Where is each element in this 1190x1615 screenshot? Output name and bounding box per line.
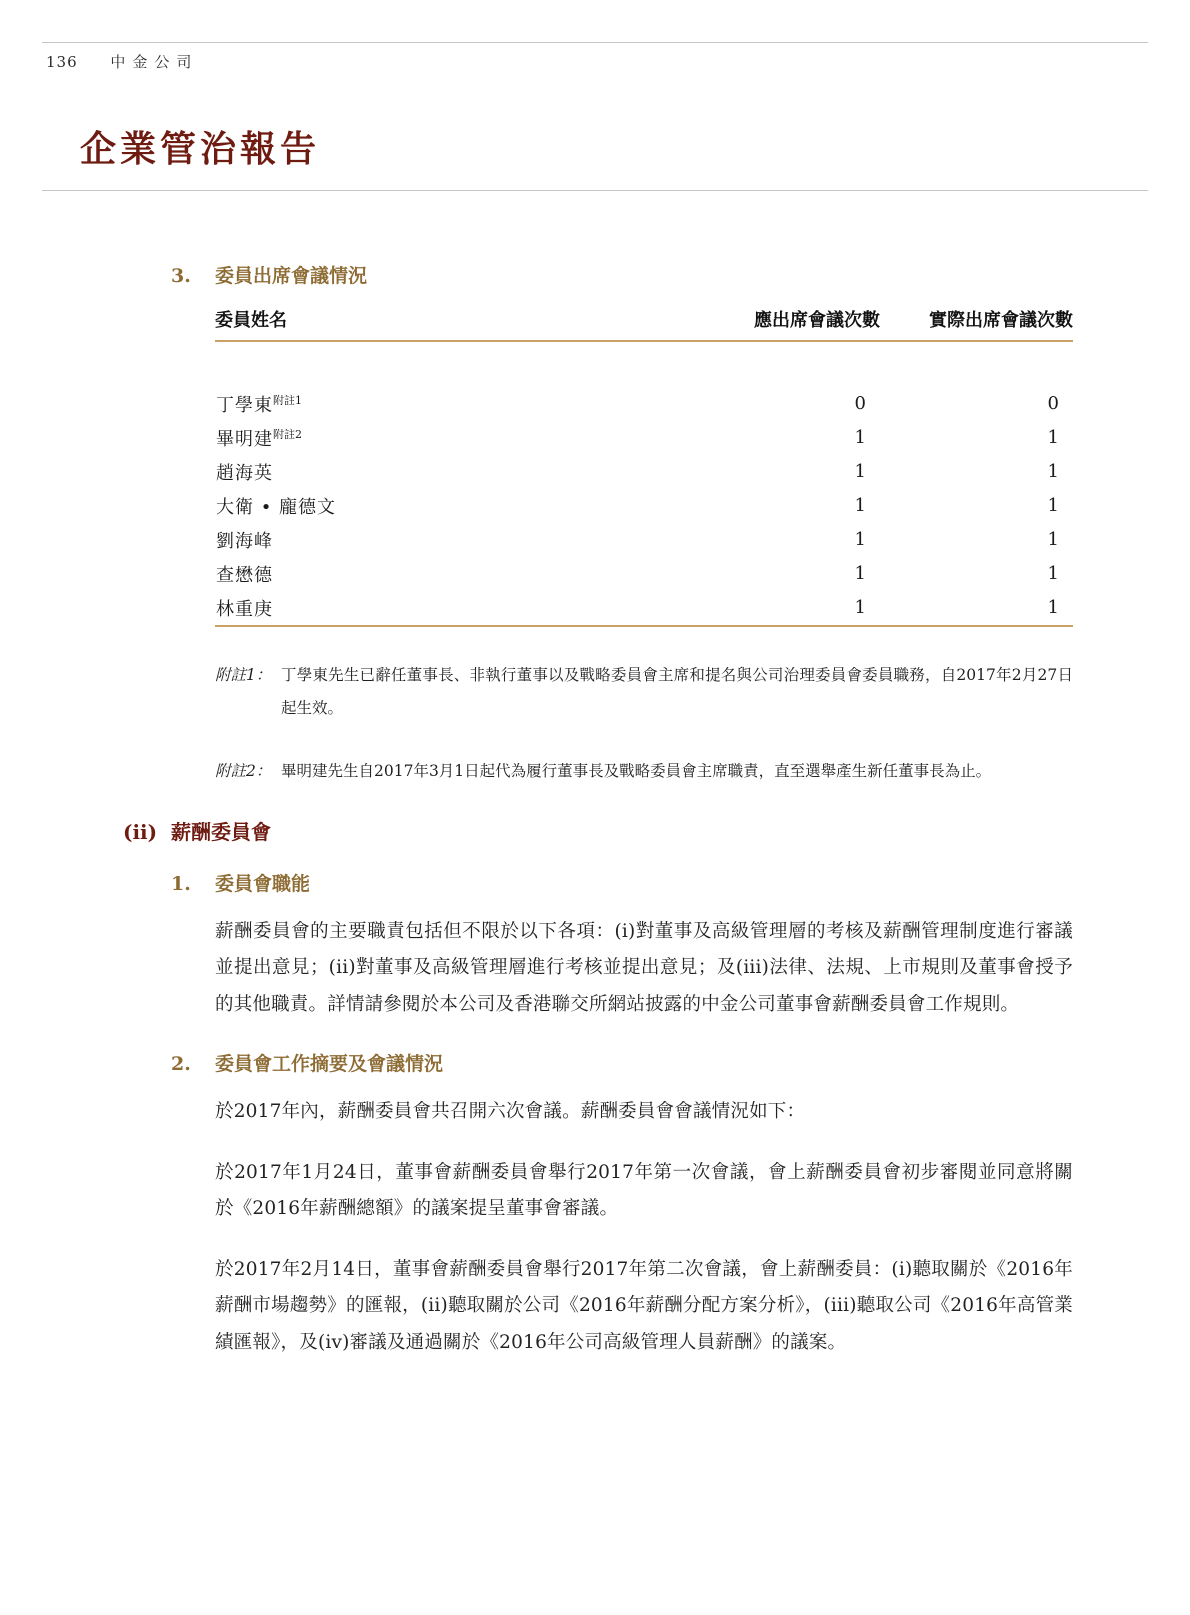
member-name: 林重庚 — [215, 591, 645, 626]
column-header-actual-attendance: 實際出席會議次數 — [880, 306, 1073, 341]
attendance-table — [215, 306, 1073, 627]
section-ii-number: (ii) — [123, 819, 158, 844]
actual-attendance-value: 1 — [880, 591, 1073, 626]
member-name: 趙海英 — [216, 462, 273, 484]
note-1-text: 丁學東先生已辭任董事長、非執行董事以及戰略委員會主席和提名與公司治理委員會委員職務，自2017年2月27日起生效。 — [281, 665, 1073, 717]
column-header-member-name: 委員姓名 — [215, 306, 645, 341]
actual-attendance-value: 1 — [1047, 427, 1059, 449]
required-attendance-value: 1 — [854, 563, 866, 585]
subsection-2-heading — [171, 1049, 1073, 1076]
note-2-label: 附註2： — [215, 761, 272, 780]
actual-attendance-value: 1 — [1047, 461, 1059, 483]
paragraph-committee-functions: 薪酬委員會的主要職責包括但不限於以下各項：(i)對董事及高級管理層的考核及薪酬管理制度進行審議並提出意見；(ii)對董事及高級管理層進行考核並提出意見；及(iii)法律、法規、上市規則及董事會授予的其他職責。詳情請參閱於本公司及香港聯交所網站披露的中金公司董事會薪酬委員會工作規則。 — [215, 920, 1073, 1015]
subsection-1-heading — [171, 869, 1073, 896]
page-number: 136 — [46, 53, 78, 71]
table-row — [215, 387, 1073, 421]
column-header-required-attendance: 應出席會議次數 — [645, 306, 880, 341]
section-ii-title: 薪酬委員會 — [171, 819, 271, 844]
note-reference: 附註1 — [273, 393, 302, 407]
company-name: 中金公司 — [110, 53, 199, 71]
table-spacer-row — [215, 341, 1073, 387]
member-name: 大衛 • 龐德文 — [216, 496, 337, 518]
member-name: 查懋德 — [216, 564, 273, 586]
member-name: 丁學東$^{附註1}$ — [216, 393, 302, 416]
section-3-title: 委員出席會議情況 — [215, 264, 368, 287]
subsection-2-title: 委員會工作摘要及會議情況 — [215, 1053, 444, 1076]
table-header-row — [215, 306, 1073, 341]
actual-attendance-value: 0 — [1047, 393, 1059, 415]
required-attendance-value: 1 — [854, 427, 866, 449]
section-ii-heading — [123, 816, 1073, 845]
actual-attendance-value: 1 — [1047, 529, 1059, 551]
required-attendance-value: 1 — [854, 529, 866, 551]
page-title: 企業管治報告 — [80, 128, 321, 170]
note-2-text: 畢明建先生自2017年3月1日起代為履行董事長及戰略委員會主席職責，直至選舉產生新任董事長為止。 — [281, 761, 992, 780]
subsection-work-summary — [171, 1049, 1073, 1361]
member-name: 劉海峰 — [216, 530, 273, 552]
subsection-1-number: 1. — [171, 872, 191, 895]
section-attendance — [171, 261, 1073, 788]
required-attendance-value: 0 — [854, 393, 866, 415]
note-1-label: 附註1： — [215, 665, 272, 684]
paragraph-meeting-feb14: 於2017年2月14日，董事會薪酬委員會舉行2017年第二次會議，會上薪酬委員：(i)聽取關於《2016年薪酬市場趨勢》的匯報，(ii)聽取關於公司《2016年薪酬分配方案分析》，(iii)聽取公司《2016年高管業績匯報》，及(iv)審議及通過關於《2016年公司高級管理人員薪酬》的議案。 — [215, 1258, 1073, 1353]
actual-attendance-value: 1 — [1047, 563, 1059, 585]
required-attendance-value: 1 — [645, 591, 880, 626]
section-remuneration-committee — [123, 816, 1073, 1362]
table-row — [215, 489, 1073, 523]
note-reference: 附註2 — [273, 427, 302, 441]
table-row — [215, 455, 1073, 489]
required-attendance-value: 1 — [854, 461, 866, 483]
member-name: 畢明建$^{附註2}$ — [216, 427, 302, 450]
required-attendance-value: 1 — [854, 495, 866, 517]
title-divider — [42, 190, 1148, 191]
subsection-2-number: 2. — [171, 1053, 191, 1076]
subsection-committee-functions — [171, 869, 1073, 1024]
note-2 — [215, 755, 1073, 788]
note-1 — [215, 659, 1073, 725]
page-header — [46, 51, 1190, 72]
table-row — [215, 591, 1073, 626]
subsection-1-title: 委員會職能 — [215, 872, 311, 895]
table-row — [215, 523, 1073, 557]
section-3-heading — [171, 261, 1073, 288]
table-row — [215, 557, 1073, 591]
paragraph-meetings-overview: 於2017年內，薪酬委員會共召開六次會議。薪酬委員會會議情況如下： — [215, 1101, 806, 1123]
actual-attendance-value: 1 — [1047, 495, 1059, 517]
header-divider — [42, 42, 1148, 43]
table-row — [215, 421, 1073, 455]
section-3-number: 3. — [171, 264, 191, 287]
paragraph-meeting-jan24: 於2017年1月24日，董事會薪酬委員會舉行2017年第一次會議，會上薪酬委員會初步審閱並同意將關於《2016年薪酬總額》的議案提呈董事會審議。 — [215, 1161, 1073, 1220]
table-notes — [215, 659, 1073, 788]
